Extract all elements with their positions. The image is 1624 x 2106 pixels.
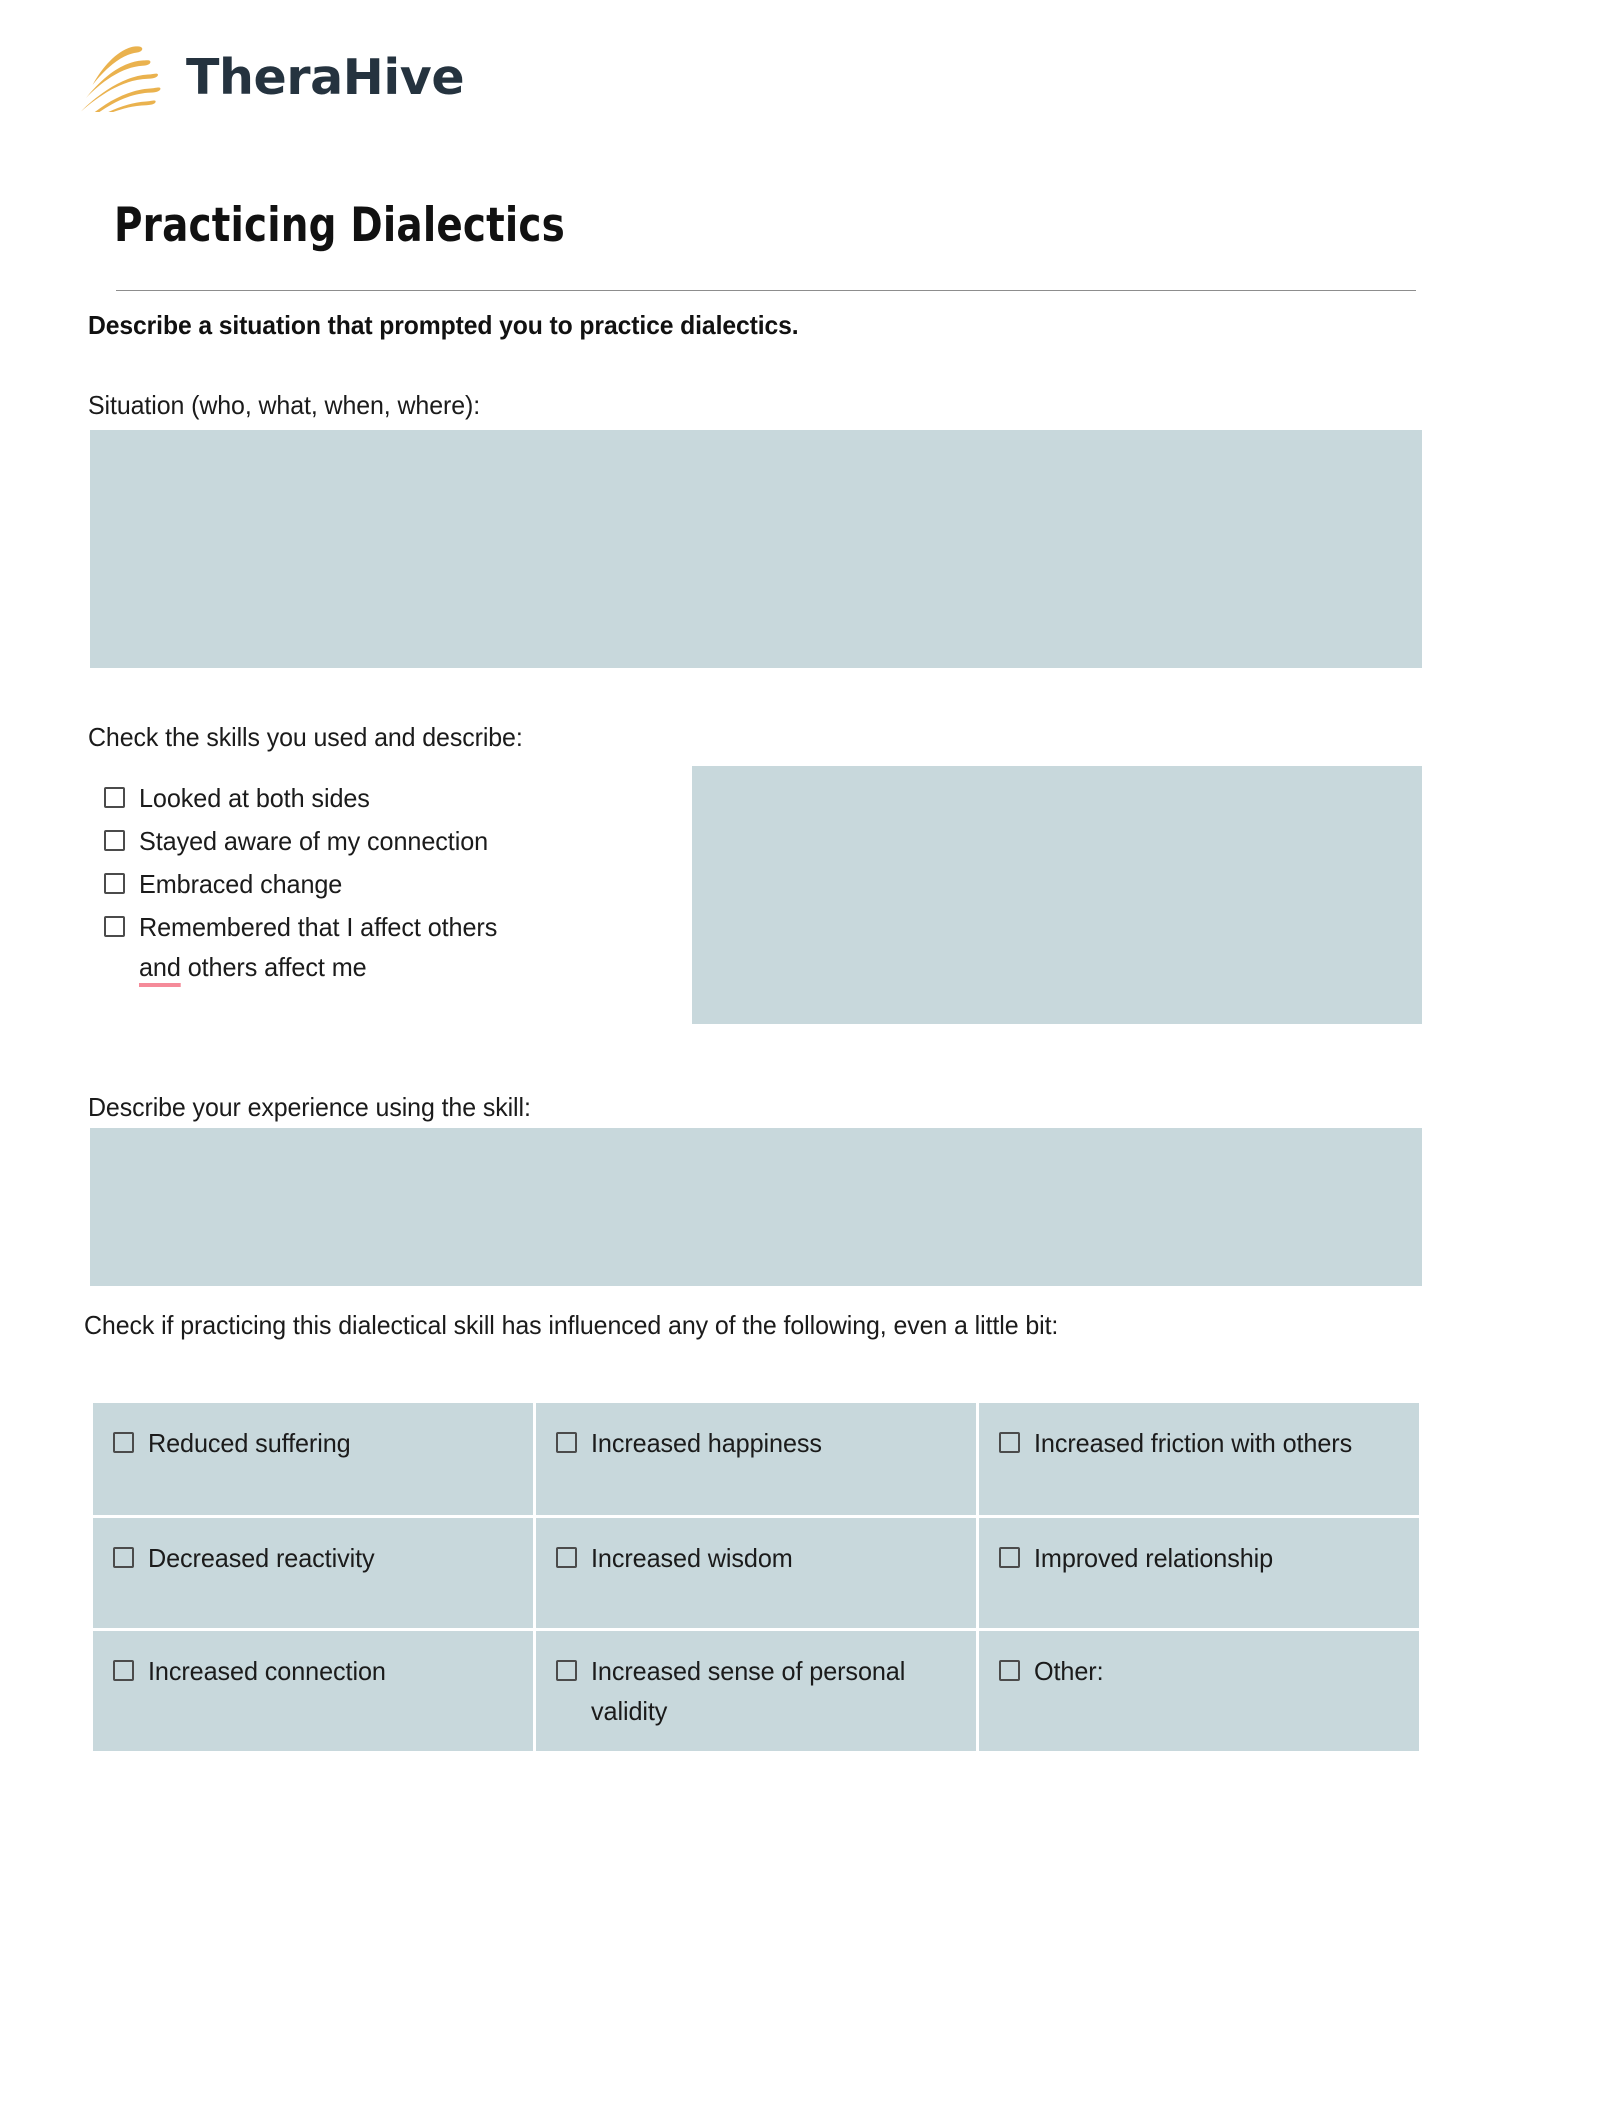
skills-label: Check the skills you used and describe:	[88, 722, 523, 752]
skill-item-embraced-change[interactable]	[104, 864, 664, 904]
skill-label: Looked at both sides	[139, 783, 370, 813]
checkbox-icon[interactable]	[113, 1660, 134, 1681]
page-title: Practicing Dialectics	[114, 198, 566, 253]
outcome-cell-increased-friction-with-others[interactable]	[979, 1403, 1419, 1515]
outcomes-prompt: Check if practicing this dialectical skill has influenced any of the following, even a little bit:	[84, 1310, 1059, 1340]
skill-label: Embraced change	[139, 869, 343, 899]
skill-label-line1: Remembered that I affect others	[139, 912, 498, 942]
skill-label: Stayed aware of my connection	[139, 826, 489, 856]
checkbox-icon[interactable]	[999, 1547, 1020, 1568]
checkbox-icon[interactable]	[113, 1432, 134, 1453]
outcome-cell-decreased-reactivity[interactable]	[93, 1518, 533, 1628]
skill-item-remembered-that-i-affect-others[interactable]	[104, 907, 664, 987]
outcome-label: Increased happiness	[591, 1428, 822, 1458]
outcome-label: Increased wisdom	[591, 1543, 793, 1573]
intro-prompt: Describe a situation that prompted you to practice dialectics.	[88, 310, 799, 340]
outcome-label: Decreased reactivity	[148, 1543, 375, 1573]
outcome-cell-increased-happiness[interactable]	[536, 1403, 976, 1515]
skill-label-multiline	[139, 907, 497, 987]
checkbox-icon[interactable]	[999, 1432, 1020, 1453]
situation-input[interactable]	[90, 430, 1422, 668]
skills-description-input[interactable]	[692, 766, 1422, 1024]
checkbox-icon[interactable]	[104, 830, 125, 851]
checkbox-icon[interactable]	[104, 916, 125, 937]
outcomes-table	[90, 1400, 1422, 1754]
checkbox-icon[interactable]	[556, 1547, 577, 1568]
outcome-label: Increased connection	[148, 1656, 386, 1686]
misspelled-word: and	[139, 952, 181, 987]
outcome-cell-increased-connection[interactable]	[93, 1631, 533, 1751]
outcome-cell-other[interactable]	[979, 1631, 1419, 1751]
outcome-cell-reduced-suffering[interactable]	[93, 1403, 533, 1515]
checkbox-icon[interactable]	[104, 873, 125, 894]
situation-label: Situation (who, what, when, where):	[88, 390, 481, 420]
table-row	[93, 1631, 1419, 1751]
outcome-label: Increased friction with others	[1034, 1428, 1353, 1458]
checkbox-icon[interactable]	[556, 1660, 577, 1681]
checkbox-icon[interactable]	[104, 787, 125, 808]
describe-experience-label: Describe your experience using the skill:	[88, 1092, 531, 1122]
skill-item-stayed-aware-of-my-connection[interactable]	[104, 821, 664, 861]
brand-header	[72, 38, 464, 116]
skill-label-line2-rest: others affect me	[180, 952, 367, 982]
outcome-label: Reduced suffering	[148, 1428, 351, 1458]
outcome-label: Other:	[1034, 1656, 1104, 1686]
skills-checkbox-list	[104, 778, 664, 990]
checkbox-icon[interactable]	[113, 1547, 134, 1568]
outcome-cell-increased-wisdom[interactable]	[536, 1518, 976, 1628]
hive-icon	[72, 42, 164, 112]
outcome-cell-improved-relationship[interactable]	[979, 1518, 1419, 1628]
describe-experience-input[interactable]	[90, 1128, 1422, 1286]
outcome-label: Improved relationship	[1034, 1543, 1274, 1573]
outcome-cell-increased-sense-of-personal-validity[interactable]	[536, 1631, 976, 1751]
title-divider	[116, 290, 1416, 291]
skill-item-looked-at-both-sides[interactable]	[104, 778, 664, 818]
brand-wordmark: TheraHive	[186, 48, 465, 106]
outcome-label: Increased sense of personal validity	[591, 1656, 906, 1726]
checkbox-icon[interactable]	[999, 1660, 1020, 1681]
table-row	[93, 1403, 1419, 1515]
table-row	[93, 1518, 1419, 1628]
checkbox-icon[interactable]	[556, 1432, 577, 1453]
